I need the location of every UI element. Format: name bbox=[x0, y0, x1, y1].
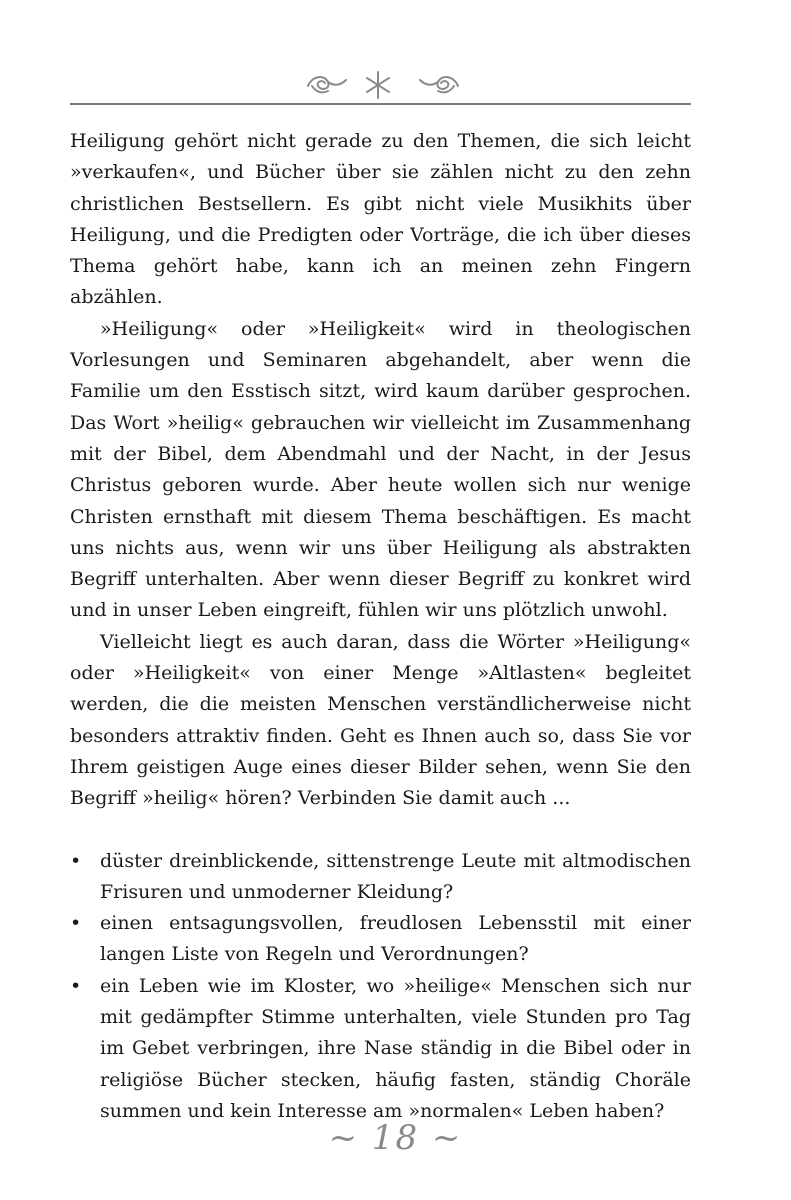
bullet-text-3: ein Leben wie im Kloster, wo »heilige« Menschen sich nur mit gedämpfter Stimme unterhalten, viele Stunden pro Tag im Gebet verbringen, ihre Nase ständig in die Bibel oder in religiöse Bücher stecken, häufig fasten, ständig Choräle summen und kein Interesse am »normalen« Leben haben? bbox=[100, 974, 691, 1122]
swirl-left-icon bbox=[308, 77, 346, 92]
bullet-item-1 bbox=[70, 846, 691, 909]
bullet-marker: • bbox=[70, 974, 82, 997]
bullet-text-1: düster dreinblickende, sittenstrenge Leute mit altmodischen Frisuren und unmoderner Kleidung? bbox=[100, 849, 691, 903]
paragraph-1: Heiligung gehört nicht gerade zu den Themen, die sich leicht »verkaufen«, und Bücher über sie zählen nicht zu den zehn christlichen Bestsellern. Es gibt nicht viele Musikhits über Heiligung, und die Predigten oder Vorträge, die ich über dieses Thema gehört habe, kann ich an meinen zehn Fingern abzählen. bbox=[70, 130, 691, 309]
bullet-marker: • bbox=[70, 912, 82, 935]
swirl-right-icon bbox=[420, 77, 458, 92]
asterisk-icon bbox=[367, 72, 389, 98]
main-text bbox=[70, 126, 691, 1127]
page-number: ~ 18 ~ bbox=[328, 1118, 463, 1158]
header-ornament-graphic bbox=[0, 64, 791, 104]
bullet-item-2 bbox=[70, 908, 691, 971]
bullet-marker: • bbox=[70, 849, 82, 872]
header-rule bbox=[70, 103, 691, 105]
bullet-item-3 bbox=[70, 971, 691, 1127]
paragraph-2: »Heiligung« oder »Heiligkeit« wird in theologischen Vorlesungen und Seminaren abgehandelt, aber wenn die Familie um den Esstisch sitzt, wird kaum darüber gesprochen. Das Wort »heilig« gebrauchen wir vielleicht im Zusammenhang mit der Bibel, dem Abendmahl und der Nacht, in der Jesus Christus geboren wurde. Aber heute wollen sich nur wenige Christen ernsthaft mit diesem Thema beschäftigen. Es macht uns nichts aus, wenn wir uns über Heiligung als abstrakten Begriff unterhalten. Aber wenn dieser Begriff zu konkret wird und in unser Leben eingreift, fühlen wir uns plötzlich unwohl. bbox=[70, 317, 691, 622]
bullet-text-2: einen entsagungsvollen, freudlosen Lebensstil mit einer langen Liste von Regeln und Verordnungen? bbox=[100, 912, 691, 966]
bullet-list bbox=[70, 846, 691, 1128]
paragraph-3: Vielleicht liegt es auch daran, dass die Wörter »Heiligung« oder »Heiligkeit« von einer Menge »Altlasten« begleitet werden, die die meisten Menschen verständlicherweise nicht besonders attraktiv finden. Geht es Ihnen auch so, dass Sie vor Ihrem geistigen Auge eines dieser Bilder sehen, wenn Sie den Begriff »heilig« hören? Verbinden Sie damit auch ... bbox=[70, 630, 691, 810]
header-ornament bbox=[0, 64, 791, 104]
